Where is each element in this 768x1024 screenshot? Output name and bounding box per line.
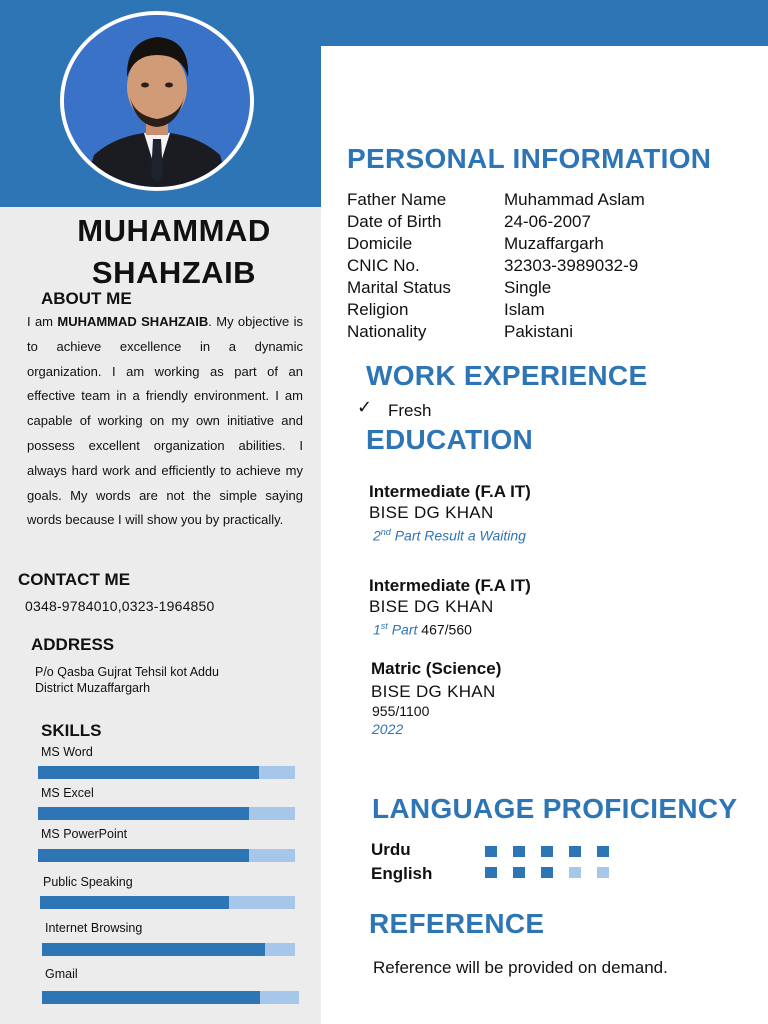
address-text: [35, 664, 219, 696]
education-note: [373, 527, 526, 544]
personal-info-heading: PERSONAL INFORMATION: [347, 143, 712, 174]
name-line-2: SHAHZAIB: [91, 255, 257, 290]
language-name-urdu: Urdu: [371, 840, 411, 859]
skill-bar-fill: [38, 849, 249, 862]
about-text-body: . My objective is to achieve excellence in a dynamic organization. I am working as part of an effective team in a friendly environment. I am capable of working on my own initiative and possess excellent organization abilities. I always hard work and efficiently to achieve my goals. My words are not the simple saying words because I will show you by practically.: [27, 314, 303, 528]
edu-score: 467/560: [421, 621, 472, 638]
education-year: 2022: [372, 721, 404, 737]
rating-dot: [485, 867, 497, 878]
address-heading: ADDRESS: [31, 635, 115, 654]
pi-value-domicile: Muzaffargarh: [504, 234, 604, 253]
pi-value-cnic: 32303-3989032-9: [504, 256, 639, 275]
language-proficiency-heading: LANGUAGE PROFICIENCY: [372, 793, 738, 824]
skill-bar-public-speaking: [40, 896, 295, 909]
person-portrait-icon: [64, 15, 250, 187]
edu-score: 955/1100: [372, 703, 430, 719]
education-title: Intermediate (F.A IT): [369, 482, 531, 501]
skill-label-gmail: Gmail: [45, 967, 78, 981]
education-title: Intermediate (F.A IT): [369, 576, 531, 595]
education-heading: EDUCATION: [366, 424, 534, 455]
skill-bar-fill: [40, 896, 229, 909]
contact-phones: 0348-9784010,0323-1964850: [25, 598, 215, 614]
skill-label-internet-browsing: Internet Browsing: [45, 921, 143, 935]
education-note: [373, 621, 472, 638]
name-line-1: MUHAMMAD: [77, 213, 271, 248]
edu-note-text: Part: [387, 621, 422, 638]
edu-note-num: 1: [373, 621, 381, 638]
pi-label-domicile: Domicile: [347, 234, 413, 253]
pi-value-father-name: Muhammad Aslam: [504, 190, 645, 209]
education-title: Matric (Science): [371, 659, 502, 678]
about-text: [27, 310, 303, 533]
edu-note-text: Part Result a Waiting: [390, 527, 526, 544]
contact-heading: CONTACT ME: [18, 570, 131, 589]
skill-bar-fill: [38, 766, 259, 779]
rating-dot: [541, 867, 553, 878]
skill-label-ms-powerpoint: MS PowerPoint: [41, 827, 128, 841]
reference-text: Reference will be provided on demand.: [373, 958, 668, 977]
pi-label-cnic: CNIC No.: [347, 256, 420, 275]
education-board: BISE DG KHAN: [369, 597, 494, 616]
skill-bar-ms-powerpoint: [38, 849, 295, 862]
edu-note-num: 2: [373, 527, 381, 544]
about-name-bold: MUHAMMAD SHAHZAIB: [57, 314, 209, 329]
skill-bar-fill: [42, 943, 265, 956]
pi-value-date-of-birth: 24-06-2007: [504, 212, 591, 231]
profile-photo: [60, 11, 254, 191]
address-line-1: P/o Qasba Gujrat Tehsil kot Addu: [35, 665, 219, 679]
rating-dot: [569, 846, 581, 857]
pi-value-marital-status: Single: [504, 278, 552, 297]
pi-label-religion: Religion: [347, 300, 409, 319]
pi-label-nationality: Nationality: [347, 322, 427, 341]
candidate-name: [0, 210, 348, 294]
rating-dot: [485, 846, 497, 857]
reference-heading: REFERENCE: [369, 908, 545, 939]
skill-bar-ms-word: [38, 766, 295, 779]
work-experience-heading: WORK EXPERIENCE: [366, 360, 648, 391]
language-name-english: English: [371, 864, 433, 883]
skill-bar-internet-browsing: [42, 943, 295, 956]
about-heading: ABOUT ME: [41, 289, 132, 308]
rating-dot: [541, 846, 553, 857]
skill-bar-fill: [38, 807, 249, 820]
about-text-intro: I am: [27, 314, 58, 329]
pi-label-father-name: Father Name: [347, 190, 447, 209]
rating-dot: [513, 867, 525, 878]
skill-bar-ms-excel: [38, 807, 295, 820]
work-experience-item: Fresh: [388, 401, 432, 420]
rating-dot: [597, 846, 609, 857]
skill-bar-gmail: [42, 991, 299, 1004]
pi-label-marital-status: Marital Status: [347, 278, 451, 297]
education-board: BISE DG KHAN: [371, 682, 496, 701]
skills-heading: SKILLS: [41, 721, 102, 740]
rating-dot: [597, 867, 609, 878]
pi-value-nationality: Pakistani: [504, 322, 573, 341]
education-board: BISE DG KHAN: [369, 503, 494, 522]
skill-bar-fill: [42, 991, 260, 1004]
pi-label-date-of-birth: Date of Birth: [347, 212, 442, 231]
address-line-2: District Muzaffargarh: [35, 681, 151, 695]
checkmark-icon: ✓: [357, 397, 373, 417]
edu-note-ordinal: nd: [380, 527, 391, 537]
skill-label-public-speaking: Public Speaking: [43, 875, 133, 889]
pi-value-religion: Islam: [504, 300, 545, 319]
rating-dot: [569, 867, 581, 878]
skill-label-ms-word: MS Word: [41, 745, 93, 759]
rating-dot: [513, 846, 525, 857]
edu-note-ordinal: st: [380, 621, 388, 631]
skill-label-ms-excel: MS Excel: [41, 786, 94, 800]
